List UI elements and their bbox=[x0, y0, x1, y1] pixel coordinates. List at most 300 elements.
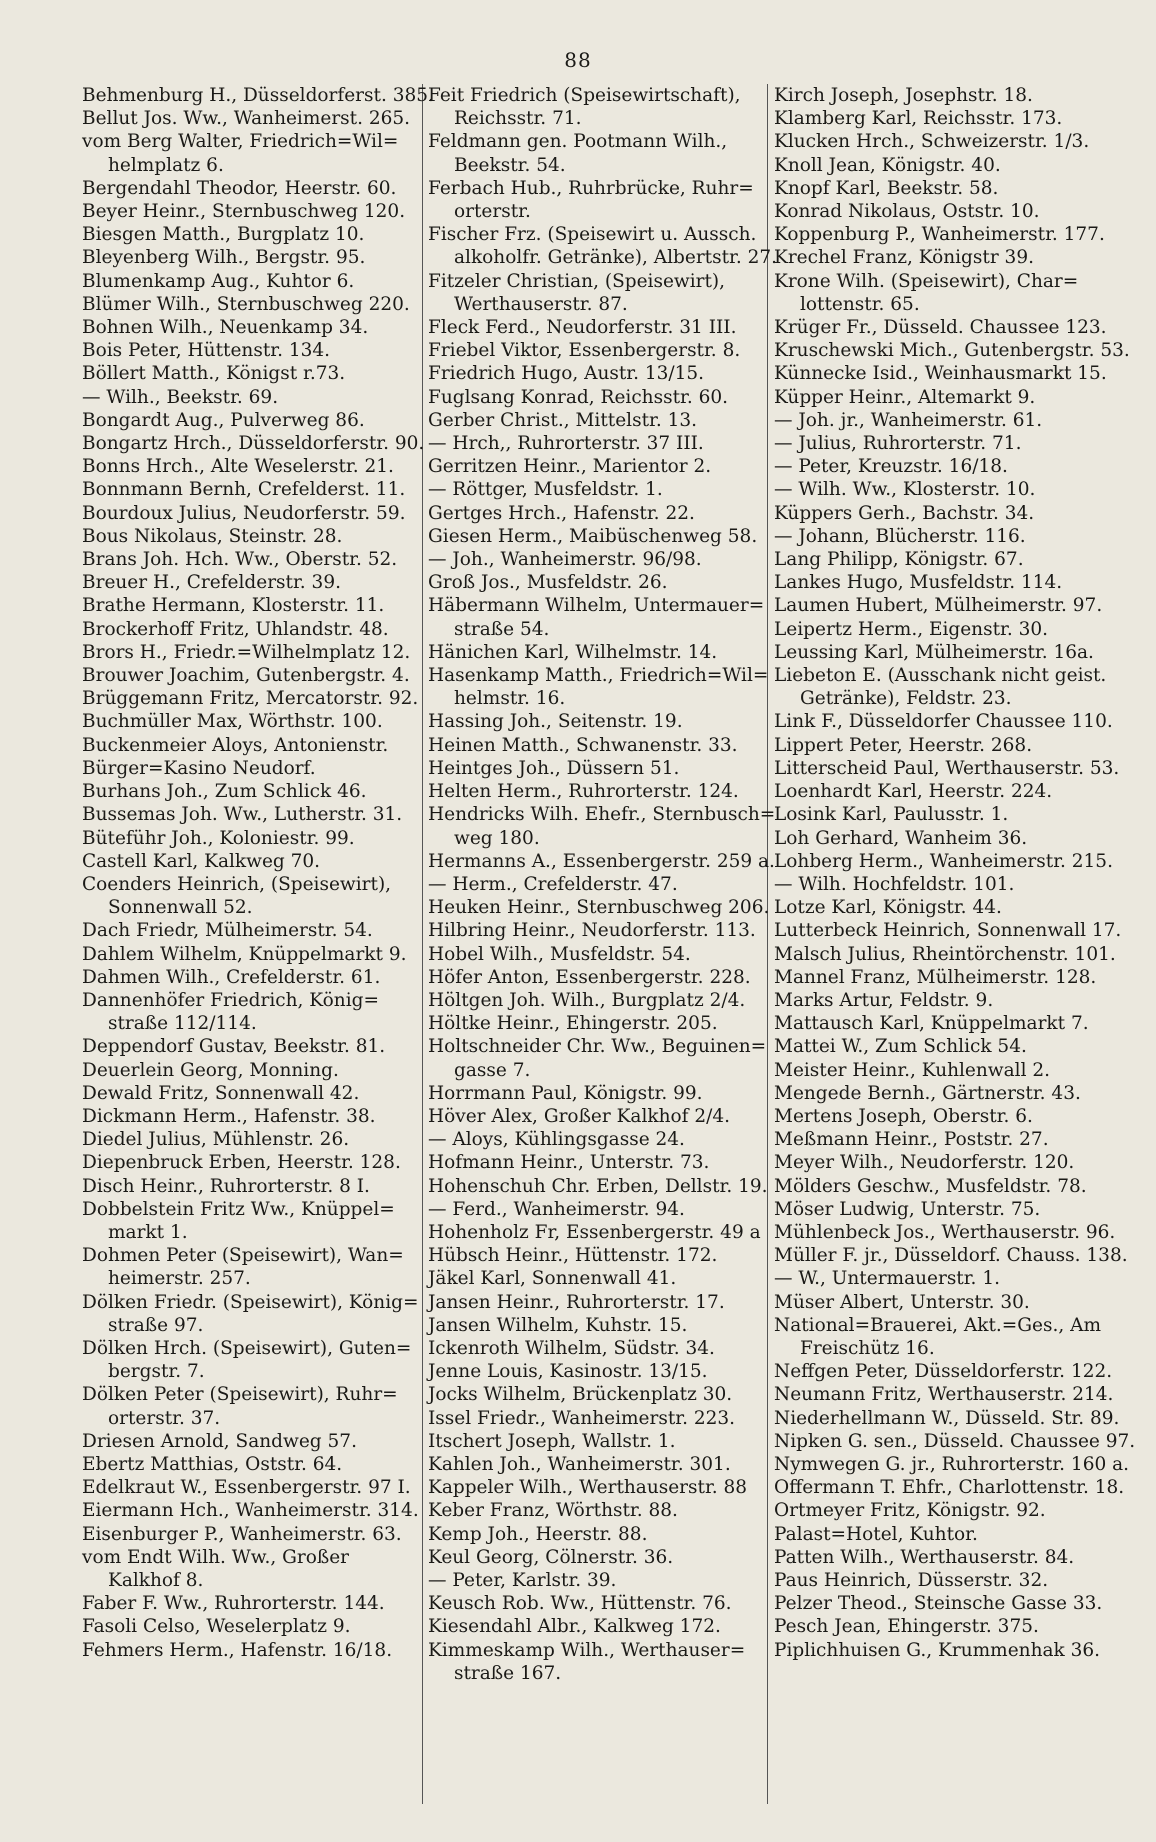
entry-line: Gertges Hrch., Hafenstr. 22. bbox=[428, 502, 695, 524]
entry-line: — Wilh., Beekstr. 69. bbox=[82, 386, 279, 408]
entry-line: Bürger=Kasino Neudorf. bbox=[82, 757, 316, 779]
entry-line: Coenders Heinrich, (Speisewirt), bbox=[82, 873, 392, 895]
directory-entry bbox=[774, 1012, 1144, 1035]
entry-line: Keusch Rob. Ww., Hüttenstr. 76. bbox=[428, 1593, 732, 1615]
directory-entry bbox=[428, 1430, 768, 1453]
directory-entry bbox=[774, 200, 1144, 223]
directory-entry bbox=[82, 1082, 422, 1105]
directory-entry bbox=[774, 1151, 1144, 1174]
directory-entry bbox=[774, 757, 1144, 780]
column-1 bbox=[82, 84, 434, 1662]
directory-entry bbox=[428, 1523, 768, 1546]
entry-line: Müser Albert, Unterstr. 30. bbox=[774, 1291, 1030, 1313]
entry-line: Knoll Jean, Königstr. 40. bbox=[774, 154, 1001, 176]
directory-entry bbox=[428, 1221, 768, 1244]
directory-entry bbox=[774, 618, 1144, 641]
entry-line: Dölken Peter (Speisewirt), Ruhr= bbox=[82, 1384, 398, 1406]
directory-entry bbox=[82, 223, 422, 246]
entry-line: Koppenburg P., Wanheimerstr. 177. bbox=[774, 224, 1105, 246]
entry-line: — Herm., Crefelderstr. 47. bbox=[428, 873, 678, 895]
entry-line: Liebeton E. (Ausschank nicht geist. bbox=[774, 665, 1107, 687]
entry-line: Jocks Wilhelm, Brückenplatz 30. bbox=[428, 1384, 733, 1406]
entry-line: Piplichhuisen G., Krummenhak 36. bbox=[774, 1639, 1101, 1661]
entry-line: Mühlenbeck Jos., Werthauserstr. 96. bbox=[774, 1221, 1116, 1243]
directory-entry bbox=[82, 1639, 422, 1662]
entry-line: Höltgen Joh. Wilh., Burgplatz 2/4. bbox=[428, 989, 746, 1011]
directory-entry bbox=[774, 502, 1144, 525]
entry-line: Dannenhöfer Friedrich, König= bbox=[82, 989, 379, 1011]
entry-line: Feldmann gen. Pootmann Wilh., bbox=[428, 131, 728, 153]
entry-line: Disch Heinr., Ruhrorterstr. 8 I. bbox=[82, 1175, 370, 1197]
entry-line: Küppers Gerh., Bachstr. 34. bbox=[774, 502, 1035, 524]
entry-continuation: lottenstr. 65. bbox=[800, 293, 920, 315]
directory-entry bbox=[774, 1407, 1144, 1430]
directory-entry bbox=[82, 1128, 422, 1151]
entry-line: Bohnen Wilh., Neuenkamp 34. bbox=[82, 317, 369, 339]
entry-line: Brans Joh. Hch. Ww., Oberstr. 52. bbox=[82, 549, 398, 571]
directory-entry bbox=[774, 107, 1144, 130]
directory-entry bbox=[774, 710, 1144, 733]
entry-continuation: helmstr. 16. bbox=[454, 688, 566, 710]
directory-entry bbox=[428, 850, 775, 873]
entry-line: Küpper Heinr., Altemarkt 9. bbox=[774, 386, 1036, 408]
entry-continuation: orterstr. bbox=[454, 201, 531, 223]
directory-entry bbox=[428, 664, 768, 710]
directory-entry bbox=[774, 966, 1144, 989]
entry-line: — Peter, Karlstr. 39. bbox=[428, 1570, 617, 1591]
entry-line: Mattausch Karl, Knüppelmarkt 7. bbox=[774, 1013, 1089, 1035]
entry-line: vom Berg Walter, Friedrich=Wil= bbox=[82, 131, 399, 153]
directory-entry bbox=[428, 896, 768, 919]
entry-line: Bergendahl Theodor, Heerstr. 60. bbox=[82, 177, 397, 199]
directory-entry bbox=[82, 1105, 422, 1128]
entry-line: Friebel Viktor, Essenbergerstr. 8. bbox=[428, 340, 741, 362]
entry-line: Hobel Wilh., Musfeldstr. 54. bbox=[428, 943, 691, 965]
entry-continuation: straße 54. bbox=[454, 618, 550, 640]
entry-line: Hasenkamp Matth., Friedrich=Wil= bbox=[428, 665, 769, 687]
entry-line: Hohenschuh Chr. Erben, Dellstr. 19. bbox=[428, 1175, 768, 1197]
entry-continuation: straße 97. bbox=[108, 1314, 204, 1336]
directory-entry bbox=[774, 1523, 1144, 1546]
entry-line: Deppendorf Gustav, Beekstr. 81. bbox=[82, 1036, 386, 1058]
directory-entry bbox=[774, 1244, 1144, 1267]
entry-line: Dobbelstein Fritz Ww., Knüppel= bbox=[82, 1198, 395, 1220]
entry-line: Brüggemann Fritz, Mercatorstr. 92. bbox=[82, 688, 419, 710]
directory-entry bbox=[82, 757, 422, 780]
directory-entry bbox=[82, 1244, 422, 1290]
directory-entry bbox=[774, 1105, 1144, 1128]
directory-entry bbox=[428, 1407, 768, 1430]
directory-entry bbox=[82, 1035, 422, 1058]
directory-entry bbox=[428, 1337, 768, 1360]
entry-line: Hendricks Wilh. Ehefr., Sternbusch= bbox=[428, 804, 776, 826]
directory-entry bbox=[428, 710, 768, 733]
entry-continuation: straße 112/114. bbox=[108, 1013, 257, 1035]
entry-line: Krone Wilh. (Speisewirt), Char= bbox=[774, 270, 1079, 292]
directory-entry bbox=[428, 1360, 768, 1383]
entry-line: Keul Georg, Cölnerstr. 36. bbox=[428, 1546, 674, 1568]
directory-entry bbox=[82, 1175, 422, 1198]
entry-line: Müller F. jr., Düsseldorf. Chauss. 138. bbox=[774, 1245, 1128, 1267]
entry-line: Bellut Jos. Ww., Wanheimerst. 265. bbox=[82, 108, 411, 130]
directory-entry bbox=[774, 316, 1144, 339]
entry-line: Hänichen Karl, Wilhelmstr. 14. bbox=[428, 641, 718, 663]
directory-entry bbox=[82, 1453, 422, 1476]
directory-entry bbox=[774, 1128, 1144, 1151]
entry-continuation: Kalkhof 8. bbox=[108, 1570, 204, 1591]
entry-line: Meyer Wilh., Neudorferstr. 120. bbox=[774, 1152, 1075, 1174]
entry-line: Mattei W., Zum Schlick 54. bbox=[774, 1036, 1027, 1058]
entry-line: Fuglsang Konrad, Reichsstr. 60. bbox=[428, 386, 729, 408]
directory-entry bbox=[82, 270, 422, 293]
directory-entry bbox=[774, 1221, 1144, 1244]
entry-line: Dach Friedr, Mülheimerstr. 54. bbox=[82, 920, 373, 942]
directory-entry bbox=[428, 455, 768, 478]
entry-line: Hofmann Heinr., Unterstr. 73. bbox=[428, 1152, 710, 1174]
directory-entry bbox=[428, 966, 768, 989]
directory-entry bbox=[82, 1546, 422, 1592]
directory-entry bbox=[428, 1546, 768, 1569]
entry-line: Horrmann Paul, Königstr. 99. bbox=[428, 1082, 703, 1104]
entry-line: Nipken G. sen., Düsseld. Chaussee 97. bbox=[774, 1430, 1136, 1452]
directory-entry bbox=[774, 1082, 1144, 1105]
directory-entry bbox=[774, 1615, 1144, 1638]
entry-line: Lohberg Herm., Wanheimerstr. 215. bbox=[774, 850, 1113, 872]
directory-entry bbox=[774, 223, 1144, 246]
directory-entry bbox=[82, 502, 422, 525]
directory-entry bbox=[82, 571, 422, 594]
directory-entry bbox=[428, 409, 768, 432]
directory-entry bbox=[82, 478, 422, 501]
entry-line: Helten Herm., Ruhrorterstr. 124. bbox=[428, 781, 739, 803]
directory-entry bbox=[774, 873, 1144, 896]
directory-entry bbox=[774, 780, 1144, 803]
directory-entry bbox=[82, 1151, 422, 1174]
entry-line: Klucken Hrch., Schweizerstr. 1/3. bbox=[774, 131, 1090, 153]
directory-entry bbox=[82, 1291, 422, 1337]
directory-entry bbox=[428, 177, 768, 223]
directory-entry bbox=[82, 1198, 422, 1244]
entry-line: Hohenholz Fr, Essenbergerstr. 49 a bbox=[428, 1221, 761, 1243]
directory-entry bbox=[428, 919, 768, 942]
directory-entry bbox=[82, 455, 422, 478]
directory-entry bbox=[428, 1105, 768, 1128]
directory-entry bbox=[428, 1615, 768, 1638]
entry-continuation: orterstr. 37. bbox=[108, 1407, 221, 1429]
directory-entry bbox=[774, 1314, 1144, 1360]
directory-entry bbox=[428, 641, 768, 664]
directory-entry bbox=[428, 339, 768, 362]
directory-entry bbox=[428, 525, 768, 548]
directory-entry bbox=[82, 1592, 422, 1615]
entry-line: Biesgen Matth., Burgplatz 10. bbox=[82, 224, 365, 246]
entry-line: Malsch Julius, Rheintörchenstr. 101. bbox=[774, 943, 1116, 965]
directory-entry bbox=[82, 780, 422, 803]
entry-line: Büteführ Joh., Koloniestr. 99. bbox=[82, 827, 355, 849]
entry-line: Pesch Jean, Ehingerstr. 375. bbox=[774, 1616, 1039, 1638]
directory-entry bbox=[428, 803, 776, 849]
entry-line: Klamberg Karl, Reichsstr. 173. bbox=[774, 108, 1063, 130]
entry-line: Lippert Peter, Heerstr. 268. bbox=[774, 734, 1033, 756]
entry-line: Issel Friedr., Wanheimerstr. 223. bbox=[428, 1407, 736, 1429]
directory-entry bbox=[428, 478, 768, 501]
entry-line: — Wilh. Ww., Klosterstr. 10. bbox=[774, 479, 1036, 501]
entry-continuation: Freischütz 16. bbox=[800, 1337, 935, 1359]
entry-line: Lutterbeck Heinrich, Sonnenwall 17. bbox=[774, 920, 1122, 942]
entry-continuation: straße 167. bbox=[454, 1662, 562, 1684]
entry-continuation: Sonnenwall 52. bbox=[108, 897, 253, 919]
entry-line: Lang Philipp, Königstr. 67. bbox=[774, 549, 1024, 571]
entry-line: Kemp Joh., Heerstr. 88. bbox=[428, 1523, 648, 1545]
directory-entry bbox=[428, 1267, 768, 1290]
entry-line: Diepenbruck Erben, Heerstr. 128. bbox=[82, 1152, 401, 1174]
directory-entry bbox=[774, 1175, 1144, 1198]
directory-entry bbox=[774, 1383, 1144, 1406]
entry-line: Ortmeyer Fritz, Königstr. 92. bbox=[774, 1500, 1046, 1522]
directory-entry bbox=[774, 641, 1144, 664]
entry-line: Hilbring Heinr., Neudorferstr. 113. bbox=[428, 920, 756, 942]
directory-entry bbox=[774, 130, 1144, 153]
entry-line: Fitzeler Christian, (Speisewirt), bbox=[428, 270, 726, 292]
entry-line: — Wilh. Hochfeldstr. 101. bbox=[774, 873, 1015, 895]
entry-line: Ebertz Matthias, Oststr. 64. bbox=[82, 1453, 343, 1475]
directory-entry bbox=[774, 1360, 1144, 1383]
directory-entry bbox=[774, 339, 1144, 362]
directory-entry bbox=[82, 1059, 422, 1082]
directory-entry bbox=[428, 1639, 768, 1685]
entry-line: Heinen Matth., Schwanenstr. 33. bbox=[428, 734, 738, 756]
directory-entry bbox=[774, 664, 1144, 710]
entry-line: Kirch Joseph, Josephstr. 18. bbox=[774, 85, 1033, 106]
directory-entry bbox=[428, 1012, 768, 1035]
entry-line: Hübsch Heinr., Hüttenstr. 172. bbox=[428, 1245, 718, 1267]
directory-entry bbox=[774, 594, 1144, 617]
directory-entry bbox=[428, 594, 768, 640]
directory-entry bbox=[774, 432, 1144, 455]
directory-entry bbox=[774, 386, 1144, 409]
directory-entry bbox=[82, 734, 422, 757]
directory-entry bbox=[774, 1291, 1144, 1314]
directory-entry bbox=[774, 270, 1144, 316]
directory-entry bbox=[774, 1198, 1144, 1221]
directory-entry bbox=[774, 827, 1144, 850]
directory-entry bbox=[428, 1082, 768, 1105]
entry-line: Dölken Friedr. (Speisewirt), König= bbox=[82, 1291, 419, 1313]
entry-line: Bourdoux Julius, Neudorferstr. 59. bbox=[82, 502, 406, 524]
entry-line: Breuer H., Crefelderstr. 39. bbox=[82, 572, 341, 594]
directory-entry bbox=[428, 270, 768, 316]
directory-entry bbox=[82, 386, 422, 409]
entry-line: Lotze Karl, Königstr. 44. bbox=[774, 897, 1002, 919]
entry-line: Litterscheid Paul, Werthauserstr. 53. bbox=[774, 757, 1120, 779]
directory-entry bbox=[82, 130, 422, 176]
entry-line: Burhans Joh., Zum Schlick 46. bbox=[82, 781, 367, 803]
page-number: 88 bbox=[564, 48, 592, 72]
entry-line: Dölken Hrch. (Speisewirt), Guten= bbox=[82, 1337, 412, 1359]
directory-entry bbox=[82, 850, 422, 873]
entry-continuation: helmplatz 6. bbox=[108, 154, 224, 176]
directory-entry bbox=[82, 664, 422, 687]
entry-line: — Hrch,, Ruhrorterstr. 37 III. bbox=[428, 433, 704, 455]
entry-line: Marks Artur, Feldstr. 9. bbox=[774, 989, 994, 1011]
entry-line: Niederhellmann W., Düsseld. Str. 89. bbox=[774, 1407, 1120, 1429]
entry-line: Fleck Ferd., Neudorferstr. 31 III. bbox=[428, 317, 737, 339]
directory-entry bbox=[82, 827, 422, 850]
directory-entry bbox=[82, 1430, 422, 1453]
entry-line: Giesen Herm., Maibüschenweg 58. bbox=[428, 525, 758, 547]
entry-line: Neffgen Peter, Düsseldorferstr. 122. bbox=[774, 1361, 1113, 1383]
entry-line: Castell Karl, Kalkweg 70. bbox=[82, 850, 321, 872]
directory-entry bbox=[428, 1291, 768, 1314]
entry-line: Höfer Anton, Essenbergerstr. 228. bbox=[428, 966, 751, 988]
directory-entry bbox=[82, 107, 422, 130]
entry-line: — Ferd., Wanheimerstr. 94. bbox=[428, 1198, 685, 1220]
entry-line: Häbermann Wilhelm, Untermauer= bbox=[428, 595, 765, 617]
directory-entry bbox=[428, 1499, 768, 1522]
directory-entry bbox=[428, 757, 768, 780]
directory-entry bbox=[428, 780, 768, 803]
entry-line: Mertens Joseph, Oberstr. 6. bbox=[774, 1105, 1033, 1127]
directory-entry bbox=[82, 200, 422, 223]
directory-entry bbox=[82, 989, 422, 1035]
entry-line: Knopf Karl, Beekstr. 58. bbox=[774, 177, 999, 199]
directory-entry bbox=[428, 989, 768, 1012]
entry-line: Mengede Bernh., Gärtnerstr. 43. bbox=[774, 1082, 1081, 1104]
directory-entry bbox=[82, 1383, 422, 1429]
entry-line: Konrad Nikolaus, Oststr. 10. bbox=[774, 201, 1040, 223]
entry-line: Bous Nikolaus, Steinstr. 28. bbox=[82, 525, 343, 547]
directory-entry bbox=[428, 1383, 768, 1406]
entry-line: Leussing Karl, Mülheimerstr. 16a. bbox=[774, 641, 1094, 663]
entry-line: Böllert Matth., Königst r.73. bbox=[82, 363, 346, 385]
entry-line: Dewald Fritz, Sonnenwall 42. bbox=[82, 1082, 360, 1104]
entry-line: Eisenburger P., Wanheimerstr. 63. bbox=[82, 1523, 402, 1545]
directory-entry bbox=[428, 502, 768, 525]
entry-line: Bleyenberg Wilh., Bergstr. 95. bbox=[82, 247, 366, 269]
entry-line: Meister Heinr., Kuhlenwall 2. bbox=[774, 1059, 1051, 1081]
entry-continuation: gasse 7. bbox=[454, 1059, 531, 1081]
entry-line: Heuken Heinr., Sternbuschweg 206. bbox=[428, 897, 770, 919]
directory-entry bbox=[82, 1337, 422, 1383]
directory-entry bbox=[774, 362, 1144, 385]
directory-entry bbox=[428, 1476, 768, 1499]
entry-continuation: heimerstr. 257. bbox=[108, 1268, 251, 1290]
entry-line: Gerritzen Heinr., Marientor 2. bbox=[428, 456, 712, 478]
entry-line: Bussemas Joh. Ww., Lutherstr. 31. bbox=[82, 804, 403, 826]
directory-entry bbox=[774, 84, 1144, 107]
entry-line: Buckenmeier Aloys, Antonienstr. bbox=[82, 734, 389, 756]
directory-entry bbox=[428, 1035, 768, 1081]
entry-continuation: bergstr. 7. bbox=[108, 1361, 205, 1383]
entry-line: Edelkraut W., Essenbergerstr. 97 I. bbox=[82, 1477, 411, 1499]
entry-line: Dahmen Wilh., Crefelderstr. 61. bbox=[82, 966, 381, 988]
entry-line: Leipertz Herm., Eigenstr. 30. bbox=[774, 618, 1049, 640]
entry-line: Bois Peter, Hüttenstr. 134. bbox=[82, 340, 331, 362]
entry-line: Brors H., Friedr.=Wilhelmplatz 12. bbox=[82, 641, 411, 663]
entry-line: Jenne Louis, Kasinostr. 13/15. bbox=[428, 1361, 708, 1383]
directory-entry bbox=[82, 246, 422, 269]
directory-entry bbox=[774, 734, 1144, 757]
directory-entry bbox=[82, 618, 422, 641]
directory-entry bbox=[774, 803, 1144, 826]
directory-entry bbox=[82, 641, 422, 664]
entry-line: Faber F. Ww., Ruhrorterstr. 144. bbox=[82, 1593, 385, 1615]
directory-entry bbox=[82, 525, 422, 548]
entry-line: Groß Jos., Musfeldstr. 26. bbox=[428, 572, 668, 594]
entry-line: Höver Alex, Großer Kalkhof 2/4. bbox=[428, 1105, 731, 1127]
directory-entry bbox=[82, 362, 422, 385]
directory-entry bbox=[82, 803, 422, 826]
directory-entry bbox=[82, 409, 422, 432]
directory-entry bbox=[82, 594, 422, 617]
column-divider-1 bbox=[422, 84, 423, 1804]
directory-entry bbox=[774, 1639, 1144, 1662]
directory-entry bbox=[82, 943, 422, 966]
entry-line: Jansen Heinr., Ruhrorterstr. 17. bbox=[428, 1291, 725, 1313]
directory-entry bbox=[428, 1175, 768, 1198]
entry-line: Neumann Fritz, Werthauserstr. 214. bbox=[774, 1384, 1114, 1406]
entry-line: — Joh., Wanheimerstr. 96/98. bbox=[428, 549, 702, 571]
directory-entry bbox=[428, 873, 768, 896]
directory-entry bbox=[428, 1198, 768, 1221]
directory-entry bbox=[428, 734, 768, 757]
directory-entry bbox=[428, 432, 768, 455]
directory-entry bbox=[82, 293, 422, 316]
directory-entry bbox=[774, 896, 1144, 919]
directory-entry bbox=[428, 1569, 768, 1592]
entry-line: Kimmeskamp Wilh., Werthauser= bbox=[428, 1639, 746, 1661]
directory-entry bbox=[82, 84, 434, 107]
entry-line: National=Brauerei, Akt.=Ges., Am bbox=[774, 1314, 1102, 1336]
directory-entry bbox=[774, 154, 1144, 177]
directory-entry bbox=[774, 409, 1144, 432]
entry-line: Meßmann Heinr., Poststr. 27. bbox=[774, 1129, 1049, 1151]
directory-entry bbox=[774, 1059, 1144, 1082]
entry-line: Driesen Arnold, Sandweg 57. bbox=[82, 1430, 357, 1452]
directory-entry bbox=[428, 130, 768, 176]
entry-line: Itschert Joseph, Wallstr. 1. bbox=[428, 1430, 676, 1452]
entry-line: Gerber Christ., Mittelstr. 13. bbox=[428, 409, 697, 431]
directory-entry bbox=[774, 850, 1144, 873]
entry-line: Kiesendahl Albr., Kalkweg 172. bbox=[428, 1616, 721, 1638]
entry-continuation: alkoholfr. Getränke), Albertstr. 27. bbox=[454, 247, 778, 269]
entry-line: Eiermann Hch., Wanheimerstr. 314. bbox=[82, 1500, 419, 1522]
directory-entry bbox=[774, 1499, 1144, 1522]
directory-entry bbox=[82, 919, 422, 942]
directory-entry bbox=[428, 84, 768, 130]
entry-line: Kahlen Joh., Wanheimerstr. 301. bbox=[428, 1453, 731, 1475]
directory-entry bbox=[82, 177, 422, 200]
entry-continuation: Reichsstr. 71. bbox=[454, 108, 582, 130]
directory-entry bbox=[428, 548, 768, 571]
entry-line: Patten Wilh., Werthauserstr. 84. bbox=[774, 1546, 1075, 1568]
entry-line: Bonnmann Bernh, Crefelderst. 11. bbox=[82, 479, 406, 501]
directory-entry bbox=[774, 478, 1144, 501]
entry-line: Lankes Hugo, Musfeldstr. 114. bbox=[774, 572, 1063, 594]
entry-line: vom Endt Wilh. Ww., Großer bbox=[82, 1546, 349, 1568]
directory-entry bbox=[82, 1523, 422, 1546]
directory-entry bbox=[774, 177, 1144, 200]
entry-line: — Aloys, Kühlingsgasse 24. bbox=[428, 1129, 685, 1151]
directory-entry bbox=[774, 1267, 1144, 1290]
directory-entry bbox=[774, 548, 1144, 571]
entry-line: — Julius, Ruhrorterstr. 71. bbox=[774, 433, 1022, 455]
directory-entry bbox=[82, 548, 422, 571]
entry-line: Kruschewski Mich., Gutenbergstr. 53. bbox=[774, 340, 1130, 362]
directory-entry bbox=[774, 1569, 1144, 1592]
entry-continuation: Beekstr. 54. bbox=[454, 154, 566, 176]
directory-entry bbox=[774, 943, 1144, 966]
